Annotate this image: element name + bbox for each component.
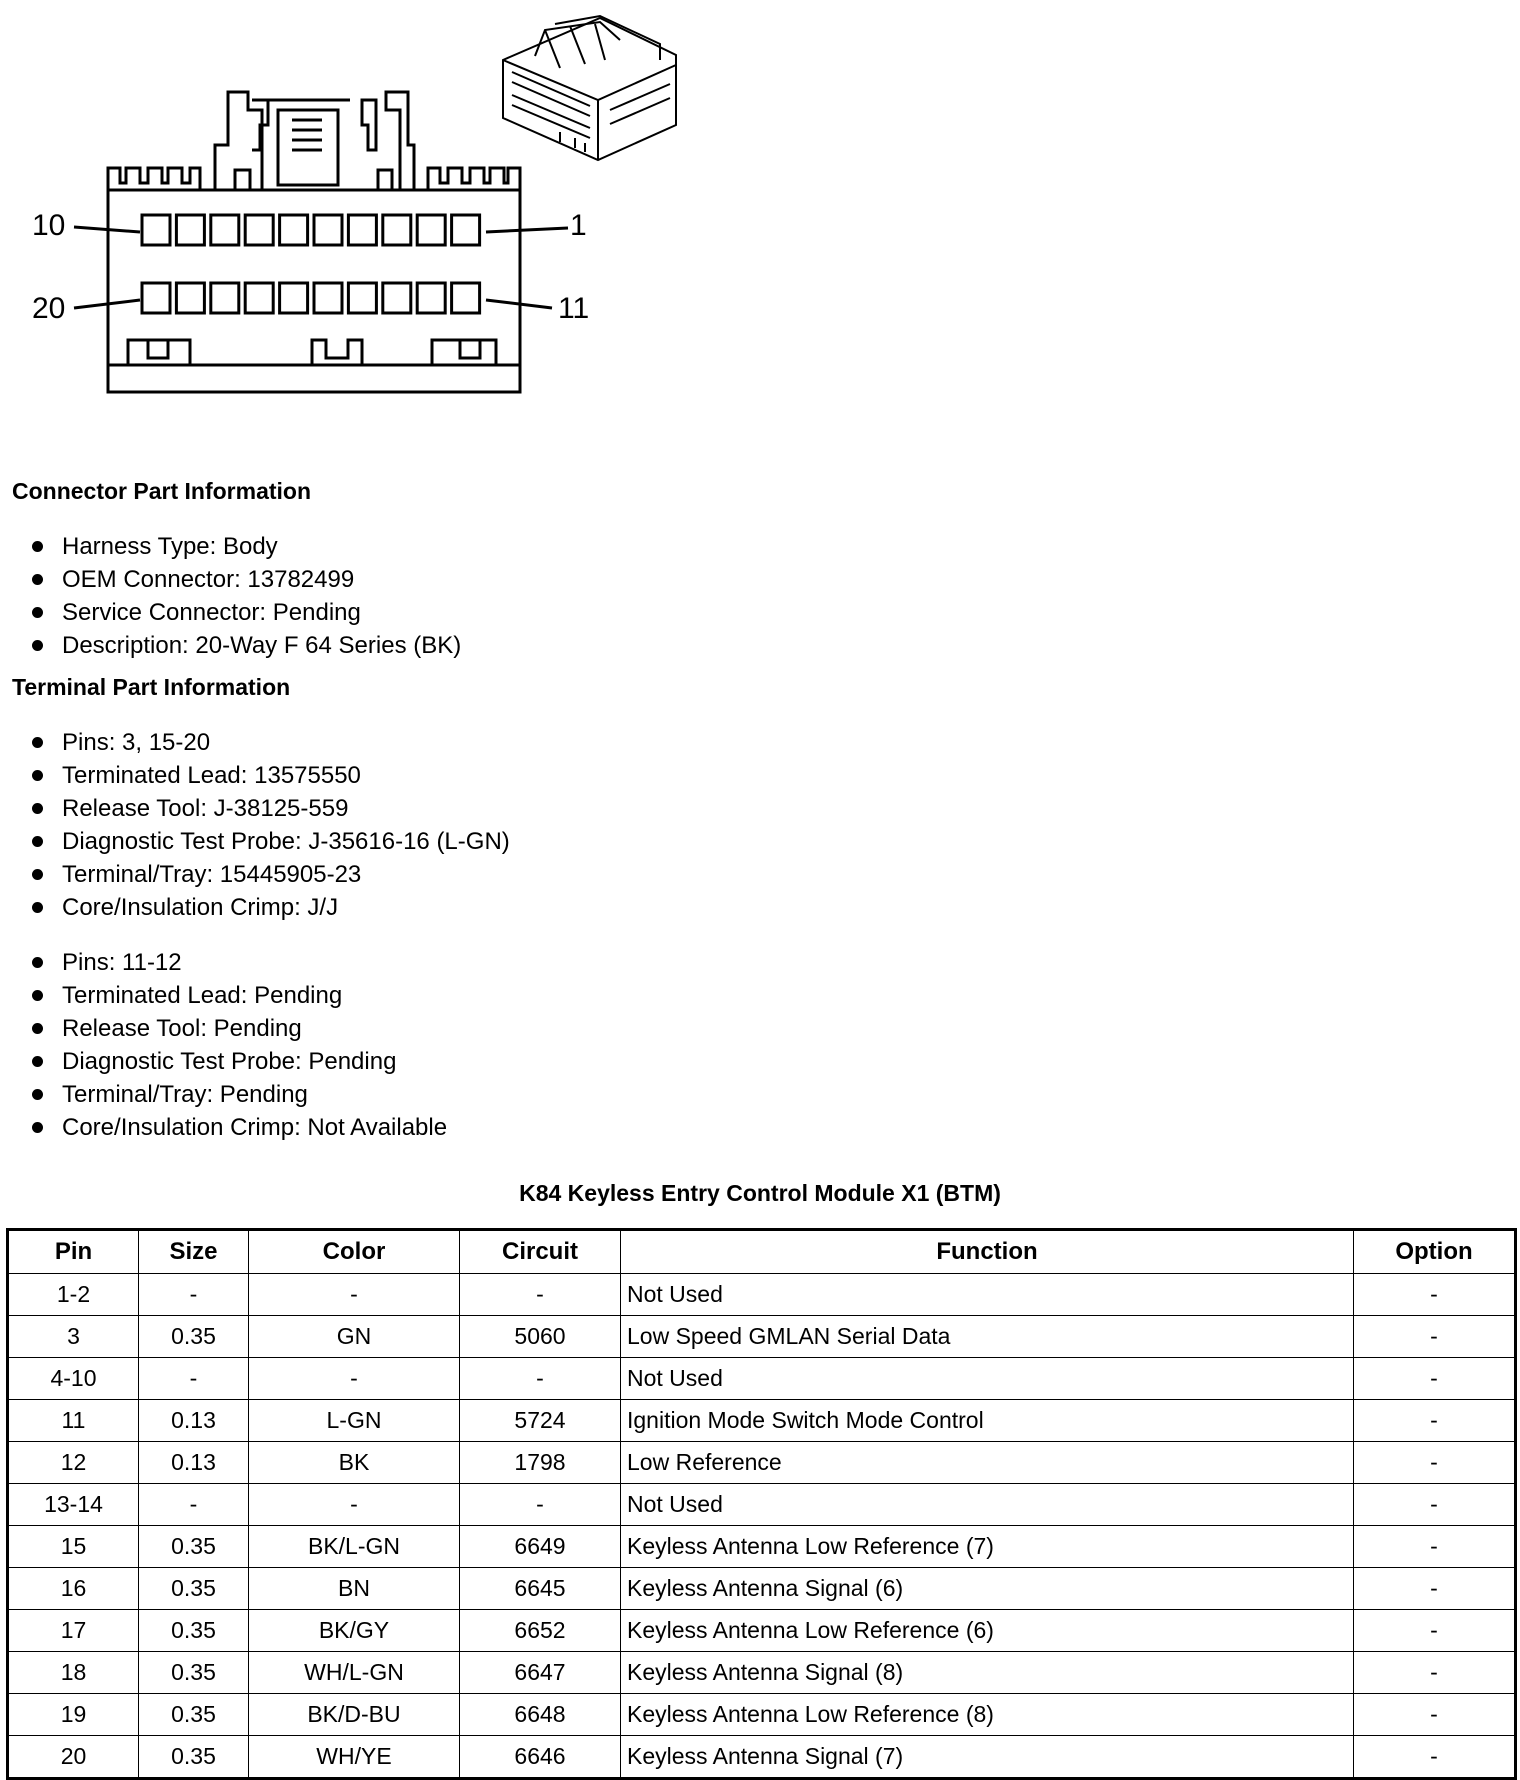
pin-cavity [211, 215, 239, 245]
column-header: Size [139, 1230, 249, 1274]
table-cell: - [139, 1484, 249, 1526]
pin-cavity [348, 215, 376, 245]
pin-label-20: 20 [32, 292, 66, 325]
table-cell: Keyless Antenna Low Reference (6) [621, 1610, 1354, 1652]
table-cell: - [460, 1484, 621, 1526]
table-cell: 0.13 [139, 1400, 249, 1442]
table-cell: - [1354, 1484, 1516, 1526]
column-header: Circuit [460, 1230, 621, 1274]
table-header-row [8, 1230, 1516, 1274]
list-item: Diagnostic Test Probe: Pending [30, 1045, 447, 1078]
list-item: Pins: 11-12 [30, 946, 447, 979]
table-cell: - [249, 1274, 460, 1316]
table-cell: Keyless Antenna Low Reference (8) [621, 1694, 1354, 1736]
table-cell: 17 [8, 1610, 139, 1652]
pin-cavity [280, 215, 308, 245]
table-cell: 13-14 [8, 1484, 139, 1526]
table-cell: - [1354, 1568, 1516, 1610]
table-cell: 6646 [460, 1736, 621, 1779]
table-cell: 0.35 [139, 1694, 249, 1736]
pin-cavity [452, 283, 480, 313]
table-row [8, 1610, 1516, 1652]
table-cell: Keyless Antenna Signal (7) [621, 1736, 1354, 1779]
pin-cavity [176, 215, 204, 245]
list-item: Release Tool: J-38125-559 [30, 792, 510, 825]
pin-cavity [280, 283, 308, 313]
table-cell: - [1354, 1358, 1516, 1400]
table-cell: - [139, 1274, 249, 1316]
list-item: Diagnostic Test Probe: J-35616-16 (L-GN) [30, 825, 510, 858]
table-cell: 3 [8, 1316, 139, 1358]
table-cell: 0.13 [139, 1442, 249, 1484]
list-item: Harness Type: Body [30, 530, 461, 563]
table-cell: - [1354, 1694, 1516, 1736]
list-item: OEM Connector: 13782499 [30, 563, 461, 596]
table-cell: Keyless Antenna Signal (6) [621, 1568, 1354, 1610]
table-cell: 0.35 [139, 1526, 249, 1568]
connector-diagram [0, 0, 700, 400]
table-cell: Low Speed GMLAN Serial Data [621, 1316, 1354, 1358]
table-cell: BN [249, 1568, 460, 1610]
table-cell: 4-10 [8, 1358, 139, 1400]
table-row [8, 1526, 1516, 1568]
table-cell: - [249, 1358, 460, 1400]
table-cell: 0.35 [139, 1316, 249, 1358]
list-item: Terminated Lead: 13575550 [30, 759, 510, 792]
table-cell: WH/YE [249, 1736, 460, 1779]
table-cell: 11 [8, 1400, 139, 1442]
table-cell: 0.35 [139, 1652, 249, 1694]
table-cell: 5060 [460, 1316, 621, 1358]
table-row [8, 1694, 1516, 1736]
pin-cavity [245, 283, 273, 313]
pin-cavity [417, 283, 445, 313]
list-item: Description: 20-Way F 64 Series (BK) [30, 629, 461, 662]
table-cell: 1798 [460, 1442, 621, 1484]
table-cell: Not Used [621, 1274, 1354, 1316]
table-cell: Not Used [621, 1484, 1354, 1526]
pin-cavity [142, 215, 170, 245]
table-cell: 20 [8, 1736, 139, 1779]
table-title: K84 Keyless Entry Control Module X1 (BTM) [519, 1180, 1001, 1206]
terminal-info-title: Terminal Part Information [12, 674, 291, 700]
table-cell: - [1354, 1736, 1516, 1779]
table-cell: 19 [8, 1694, 139, 1736]
terminal-info-list-2 [30, 946, 447, 1144]
table-cell: - [460, 1274, 621, 1316]
table-cell: 6645 [460, 1568, 621, 1610]
table-cell: 15 [8, 1526, 139, 1568]
table-cell: - [1354, 1610, 1516, 1652]
table-cell: GN [249, 1316, 460, 1358]
table-cell: BK/D-BU [249, 1694, 460, 1736]
table-cell: 5724 [460, 1400, 621, 1442]
column-header: Pin [8, 1230, 139, 1274]
table-cell: - [1354, 1400, 1516, 1442]
table-cell: 16 [8, 1568, 139, 1610]
list-item: Release Tool: Pending [30, 1012, 447, 1045]
table-cell: 6649 [460, 1526, 621, 1568]
column-header: Function [621, 1230, 1354, 1274]
table-cell: 1-2 [8, 1274, 139, 1316]
pin-label-1: 1 [570, 209, 587, 242]
pin-cavity [314, 283, 342, 313]
list-item: Terminal/Tray: Pending [30, 1078, 447, 1111]
table-cell: Keyless Antenna Signal (8) [621, 1652, 1354, 1694]
connector-info-title: Connector Part Information [12, 478, 312, 504]
table-cell: 0.35 [139, 1610, 249, 1652]
table-cell: - [249, 1484, 460, 1526]
table-row [8, 1358, 1516, 1400]
pin-cavity [452, 215, 480, 245]
pin-cavity [142, 283, 170, 313]
pin-cavity [314, 215, 342, 245]
table-cell: 18 [8, 1652, 139, 1694]
list-item: Core/Insulation Crimp: Not Available [30, 1111, 447, 1144]
table-cell: 0.35 [139, 1568, 249, 1610]
list-item: Terminated Lead: Pending [30, 979, 447, 1012]
pin-label-10: 10 [32, 209, 66, 242]
pinout-table [6, 1228, 1517, 1780]
table-cell: 0.35 [139, 1736, 249, 1779]
pin-cavity [211, 283, 239, 313]
table-row [8, 1568, 1516, 1610]
table-cell: - [460, 1358, 621, 1400]
table-cell: BK [249, 1442, 460, 1484]
terminal-info-list-1 [30, 726, 510, 924]
table-cell: - [1354, 1274, 1516, 1316]
table-row [8, 1484, 1516, 1526]
pin-cavity [383, 283, 411, 313]
pin-cavity [348, 283, 376, 313]
table-cell: Keyless Antenna Low Reference (7) [621, 1526, 1354, 1568]
table-row [8, 1652, 1516, 1694]
table-cell: Ignition Mode Switch Mode Control [621, 1400, 1354, 1442]
column-header: Color [249, 1230, 460, 1274]
column-header: Option [1354, 1230, 1516, 1274]
list-item: Terminal/Tray: 15445905-23 [30, 858, 510, 891]
pin-label-11: 11 [558, 292, 590, 325]
pin-cavity [417, 215, 445, 245]
pin-cavity [245, 215, 273, 245]
table-cell: 12 [8, 1442, 139, 1484]
table-cell: - [139, 1358, 249, 1400]
table-cell: - [1354, 1442, 1516, 1484]
table-cell: - [1354, 1526, 1516, 1568]
table-cell: 6647 [460, 1652, 621, 1694]
table-cell: Low Reference [621, 1442, 1354, 1484]
table-cell: BK/L-GN [249, 1526, 460, 1568]
table-cell: Not Used [621, 1358, 1354, 1400]
table-cell: WH/L-GN [249, 1652, 460, 1694]
table-row [8, 1274, 1516, 1316]
list-item: Pins: 3, 15-20 [30, 726, 510, 759]
list-item: Service Connector: Pending [30, 596, 461, 629]
connector-info-list [30, 530, 461, 662]
table-row [8, 1736, 1516, 1779]
table-cell: 6652 [460, 1610, 621, 1652]
table-cell: - [1354, 1316, 1516, 1358]
list-item: Core/Insulation Crimp: J/J [30, 891, 510, 924]
table-cell: L-GN [249, 1400, 460, 1442]
table-cell: BK/GY [249, 1610, 460, 1652]
table-row [8, 1442, 1516, 1484]
pin-cavity [383, 215, 411, 245]
connector-isometric-image [503, 16, 676, 160]
table-row [8, 1316, 1516, 1358]
pin-cavity [176, 283, 204, 313]
table-cell: 6648 [460, 1694, 621, 1736]
table-row [8, 1400, 1516, 1442]
table-cell: - [1354, 1652, 1516, 1694]
